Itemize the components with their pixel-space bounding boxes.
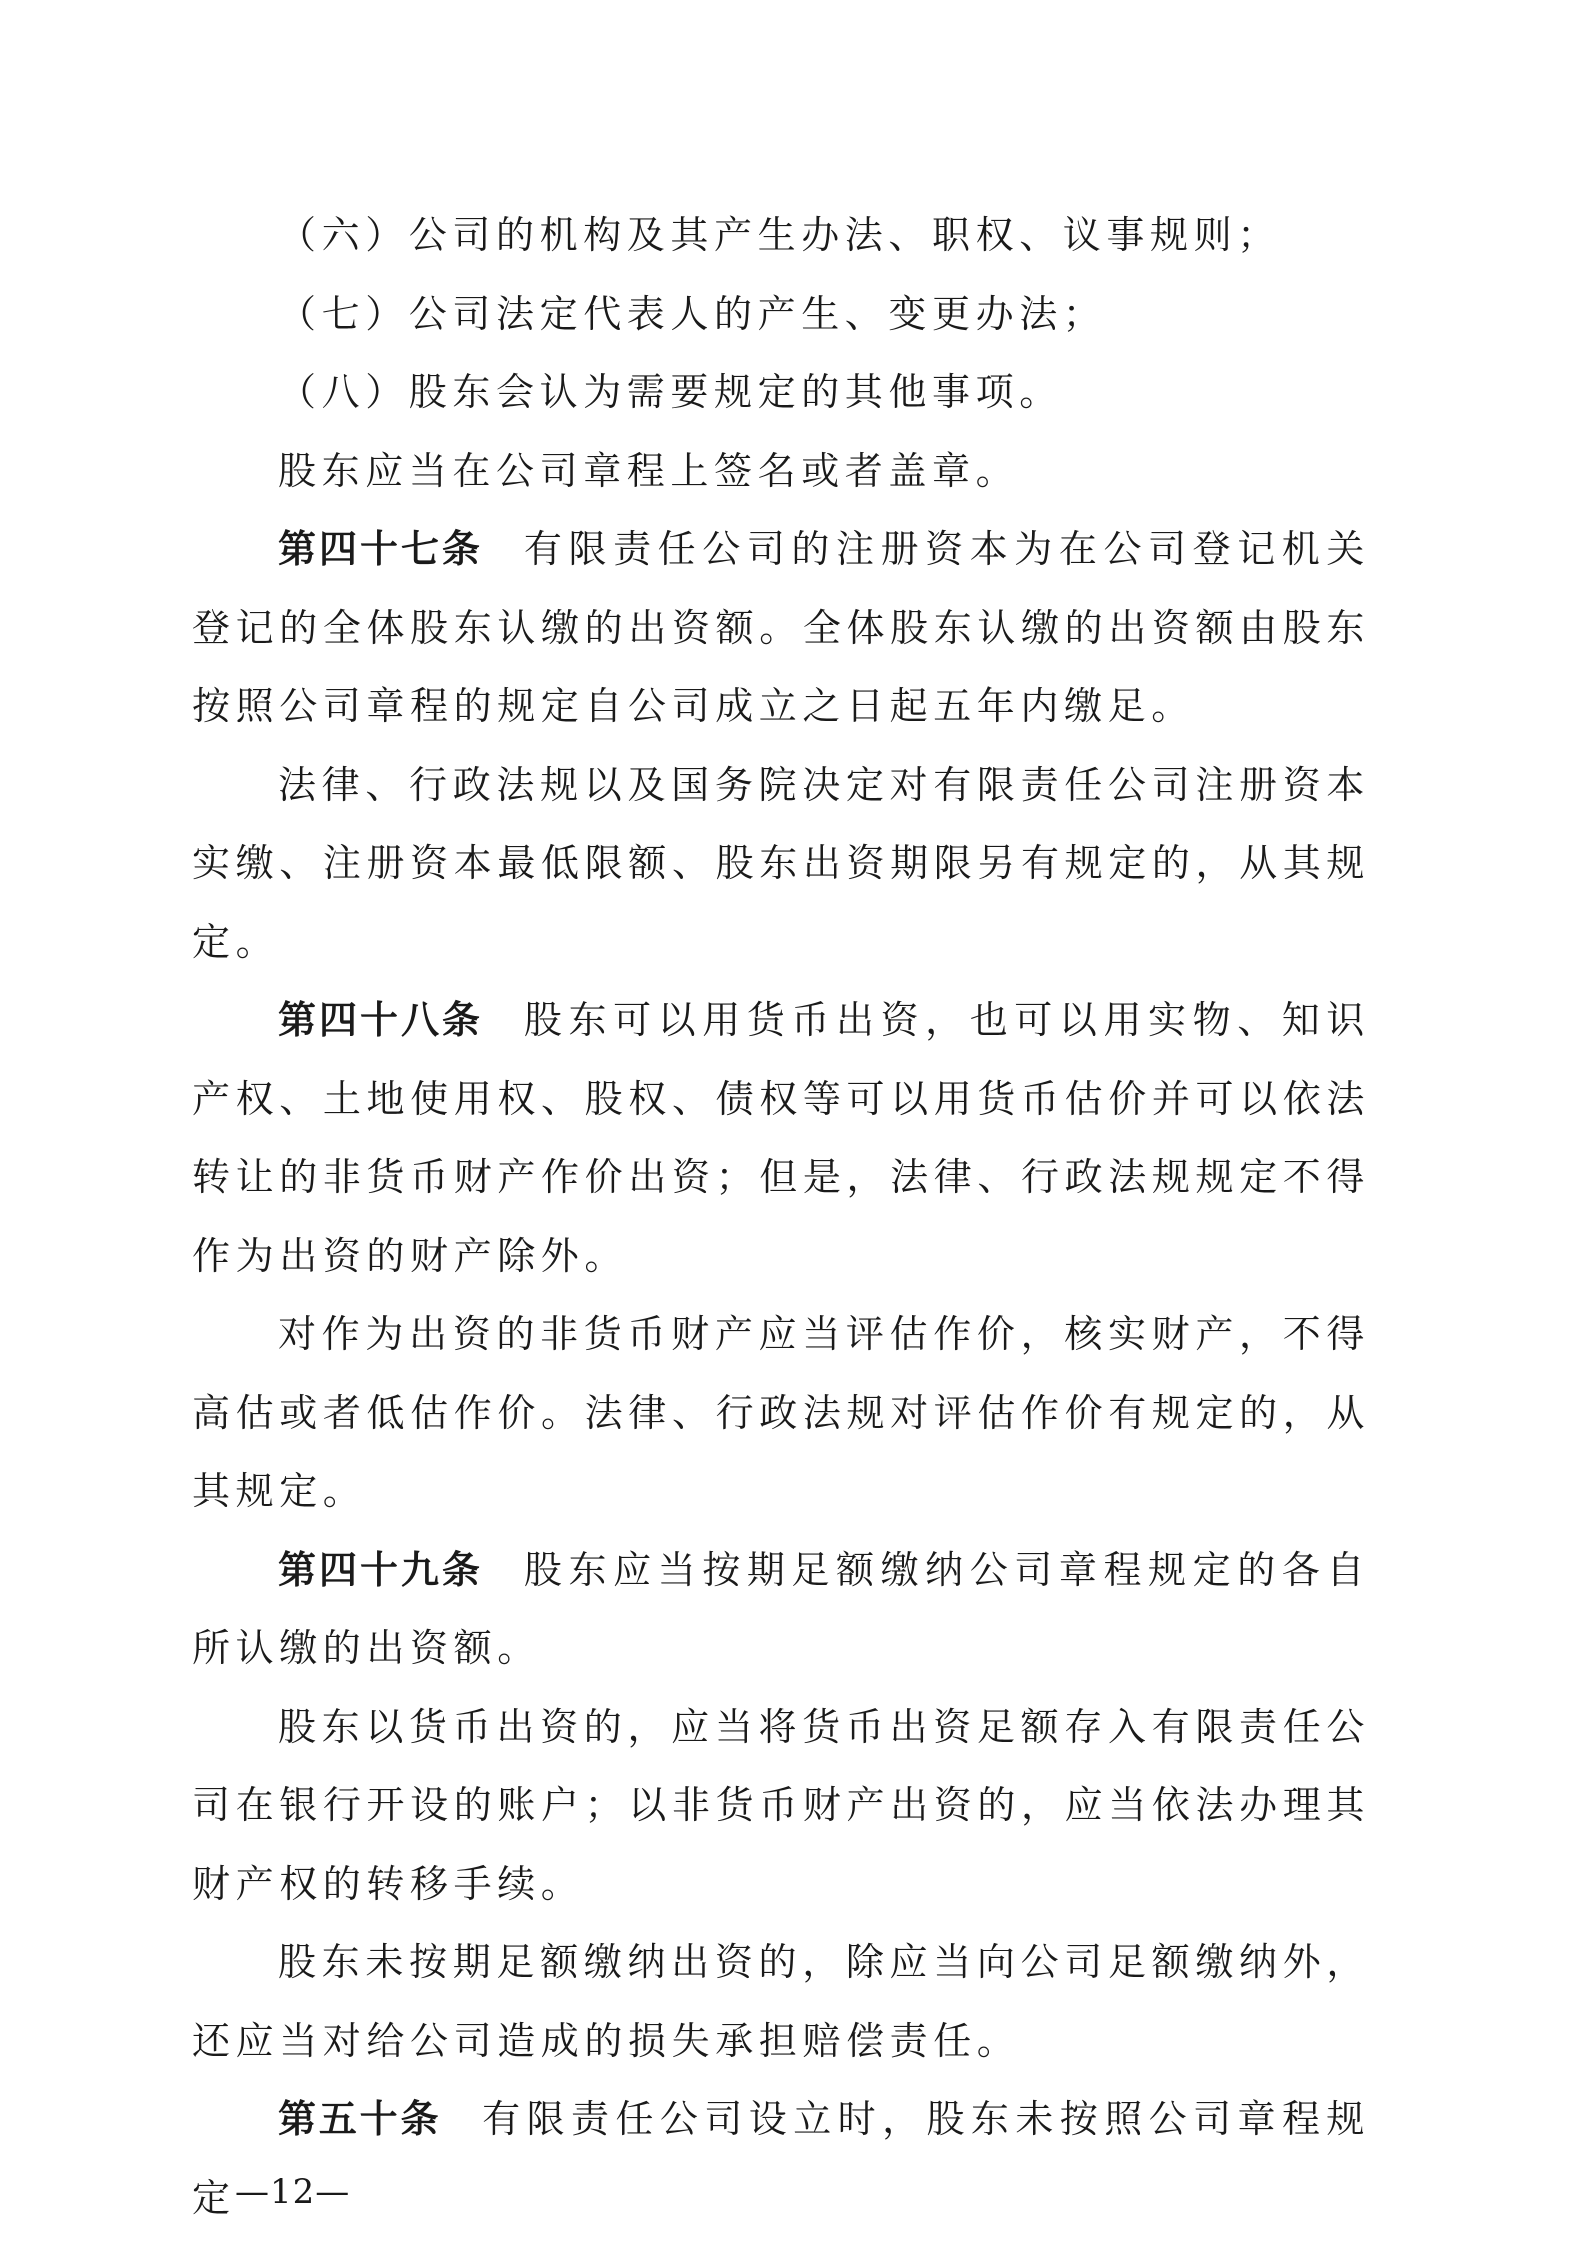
- paragraph-text: （七）公司法定代表人的产生、变更办法；: [278, 291, 1107, 336]
- article-47: [192, 510, 1370, 746]
- paragraph-text: 股东应当在公司章程上签名或者盖章。: [278, 448, 1020, 493]
- paragraph-48-2: [192, 1295, 1370, 1531]
- article-48: [192, 981, 1370, 1295]
- paragraph-49-3: [192, 1923, 1370, 2080]
- document-body: [192, 196, 1370, 2237]
- paragraph-item-8: [192, 353, 1370, 432]
- article-text: 股东应当按期足额缴纳公司章程规定的各自所认缴的出资额。: [192, 1547, 1370, 1670]
- paragraph-text: 股东未按期足额缴纳出资的，除应当向公司足额缴纳外，还应当对给公司造成的损失承担赔偿责任。: [192, 1940, 1370, 2063]
- paragraph-text: 股东以货币出资的，应当将货币出资足额存入有限责任公司在银行开设的账户；以非货币财产出资的，应当依法办理其财产权的转移手续。: [192, 1704, 1370, 1906]
- paragraph-text: 法律、行政法规以及国务院决定对有限责任公司注册资本实缴、注册资本最低限额、股东出资期限另有规定的，从其规定。: [192, 762, 1370, 964]
- paragraph-item-6: [192, 196, 1370, 275]
- article-49: [192, 1531, 1370, 1688]
- article-text: 有限责任公司设立时，股东未按照公司章程规定: [192, 2097, 1370, 2220]
- page-number: —12—: [235, 2172, 351, 2212]
- article-heading: 第四十八条: [278, 998, 483, 1042]
- article-50: [192, 2080, 1370, 2237]
- article-text: 有限责任公司的注册资本为在公司登记机关登记的全体股东认缴的出资额。全体股东认缴的出资额由股东按照公司章程的规定自公司成立之日起五年内缴足。: [192, 527, 1370, 728]
- article-heading: 第四十九条: [278, 1547, 483, 1592]
- article-text: 股东可以用货币出资，也可以用实物、知识产权、土地使用权、股权、债权等可以用货币估价并可以依法转让的非货币财产作价出资；但是，法律、行政法规规定不得作为出资的财产除外。: [192, 998, 1370, 1278]
- paragraph-text: （八）股东会认为需要规定的其他事项。: [278, 370, 1063, 414]
- paragraph-49-2: [192, 1688, 1370, 1924]
- paragraph-47-2: [192, 746, 1370, 982]
- paragraph-item-7: [192, 275, 1370, 354]
- article-heading: 第五十条: [278, 2097, 442, 2141]
- paragraph-signature-clause: [192, 432, 1370, 511]
- article-heading: 第四十七条: [278, 527, 483, 571]
- paragraph-text: （六）公司的机构及其产生办法、职权、议事规则；: [278, 213, 1281, 257]
- paragraph-text: 对作为出资的非货币财产应当评估作价，核实财产，不得高估或者低估作价。法律、行政法规对评估作价有规定的，从其规定。: [192, 1312, 1370, 1513]
